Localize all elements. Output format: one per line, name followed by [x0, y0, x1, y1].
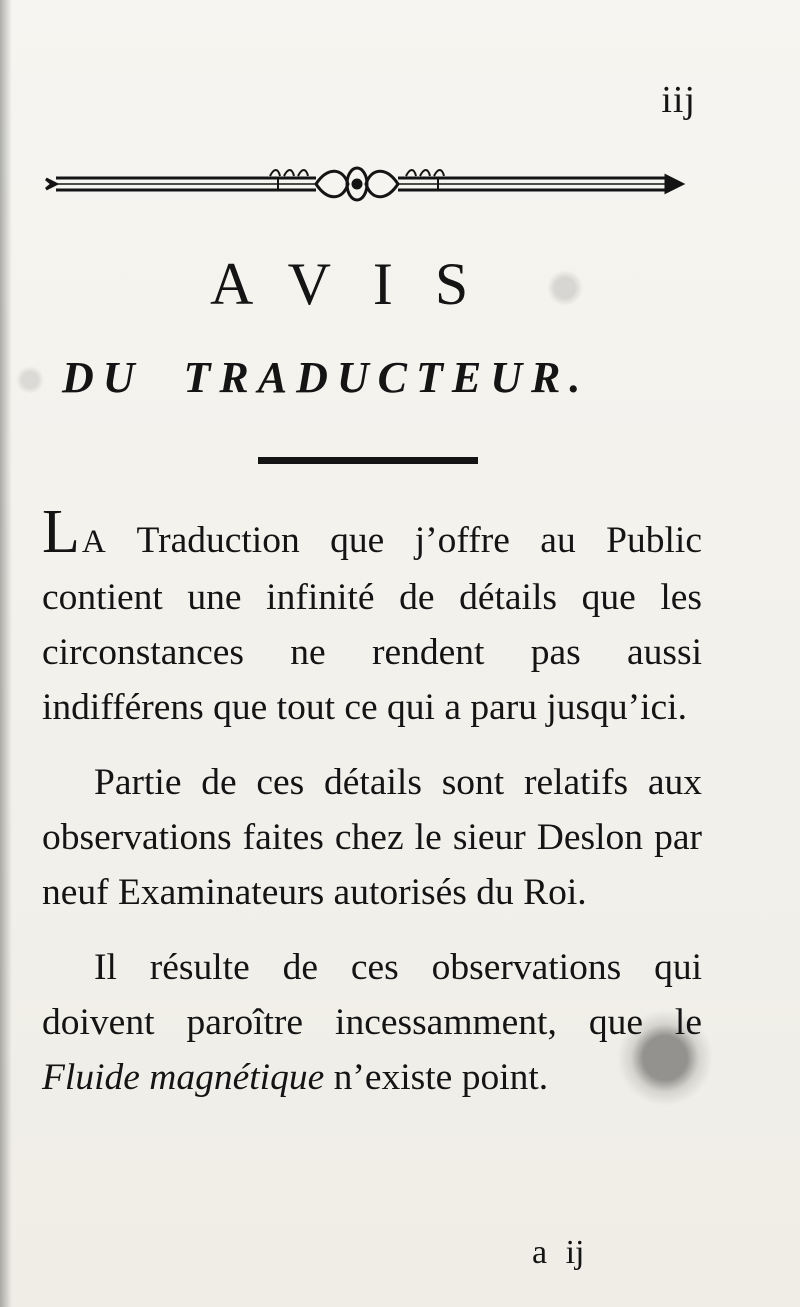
- paragraph-1-text: Traduction que j’offre au Public contient une infinité de détails que les circonstances ne rendent pas aussi indifférens que tout ce qui a paru jusqu’ici.: [42, 520, 702, 728]
- paragraph-1-lead: A: [81, 524, 107, 560]
- dropcap: L: [42, 498, 80, 566]
- paragraph-2: [42, 755, 702, 920]
- paragraph-2-text: Partie de ces détails sont relatifs aux observations faites chez le sieur Deslon par neuf Examinateurs autorisés du Roi.: [42, 762, 702, 913]
- paragraph-3-italic: Fluide magnétique: [42, 1057, 325, 1098]
- subheading-translator: DU TRADUCTEUR.: [62, 353, 590, 402]
- body-text: [42, 498, 702, 1105]
- ornamental-divider-icon: [38, 158, 690, 210]
- paragraph-3-text-after: n’existe point.: [324, 1057, 549, 1098]
- page-number: iij: [661, 79, 696, 121]
- signature-mark: a ij: [532, 1234, 585, 1271]
- paragraph-3: [42, 940, 702, 1105]
- heading-rule: [258, 457, 478, 464]
- paragraph-1: [42, 498, 702, 735]
- paragraph-3-text-before: Il résulte de ces observations qui doivent paroître incessamment, que le: [42, 947, 702, 1043]
- binding-shadow: [0, 0, 12, 1307]
- heading-avis: AVIS: [210, 251, 511, 317]
